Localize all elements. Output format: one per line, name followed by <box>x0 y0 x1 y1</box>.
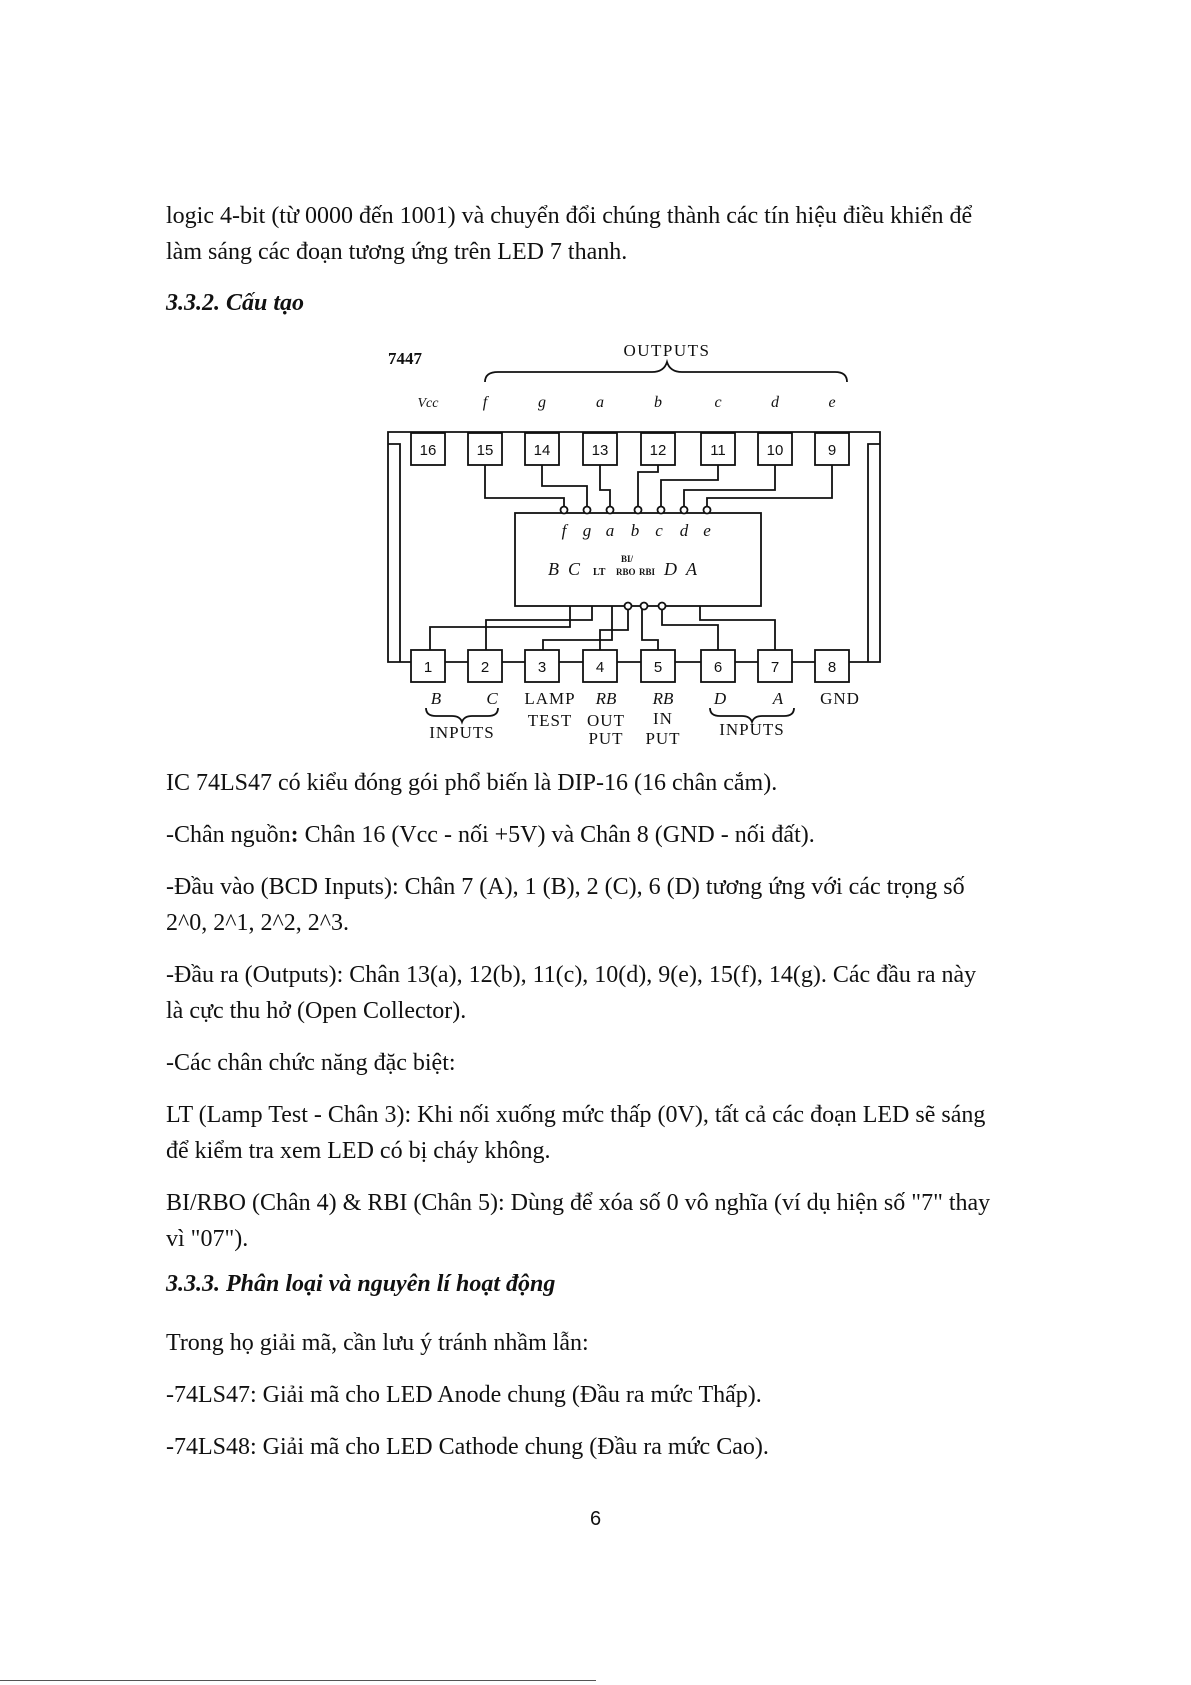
top-pin-number-12: 12 <box>649 442 667 459</box>
bottom-label-rb-out-rb: RB <box>595 689 617 708</box>
section-heading-3-3-3: 3.3.3. Phân loại và nguyên lí hoạt động <box>166 1271 556 1297</box>
bottom-label-c: C <box>486 689 498 708</box>
outputs-line-2: là cực thu hở (Open Collector). <box>166 998 467 1024</box>
decoder-input-d: D <box>664 559 677 579</box>
top-pin-label-e: e <box>828 394 836 411</box>
outputs-line-1: -Đầu ra (Outputs): Chân 13(a), 12(b), 11(c), 10(d), 9(e), 15(f), 14(g). Các đầu ra này <box>166 962 977 988</box>
bottom-pin-number-7: 7 <box>770 659 780 676</box>
bottom-label-rb-in-put: PUT <box>645 729 681 744</box>
decoder-output-d: d <box>679 521 689 540</box>
family-paragraph: Trong họ giải mã, cần lưu ý tránh nhầm lẫn: <box>166 1330 589 1356</box>
inputs-line-1: -Đầu vào (BCD Inputs): Chân 7 (A), 1 (B), 2 (C), 6 (D) tương ứng với các trọng số <box>166 874 965 900</box>
top-pin-row <box>411 433 849 465</box>
top-pin-label-g: g <box>538 394 546 411</box>
top-pin-number-9: 9 <box>827 442 837 459</box>
top-pin-number-10: 10 <box>766 442 784 459</box>
blanking-paragraph <box>166 1185 1106 1257</box>
power-paragraph <box>166 817 1106 853</box>
bottom-label-inputs-left: INPUTS <box>429 723 495 742</box>
decoder-rbi-label: RBI <box>639 567 656 577</box>
bottom-label-gnd: GND <box>820 689 860 708</box>
bottom-label-rb-out-out: OUT <box>587 711 625 730</box>
inputs-paragraph <box>166 869 1106 941</box>
top-label-row <box>418 394 836 411</box>
decoder-output-g: g <box>582 521 592 540</box>
decoder-rbo-label: RBO <box>616 567 636 577</box>
intro-line-1: logic 4-bit (từ 0000 đến 1001) và chuyển đổi chúng thành các tín hiệu điều khiển để <box>166 203 973 229</box>
ls48-paragraph: -74LS48: Giải mã cho LED Cathode chung (Đầu ra mức Cao). <box>166 1434 769 1460</box>
decoder-input-c: C <box>568 559 581 579</box>
outputs-paragraph <box>166 957 1106 1029</box>
decoder-bi-label: BI/ <box>621 554 634 564</box>
bottom-label-a: A <box>772 689 784 708</box>
special-pins-paragraph: -Các chân chức năng đặc biệt: <box>166 1050 456 1076</box>
package-paragraph: IC 74LS47 có kiểu đóng gói phổ biến là DIP-16 (16 chân cắm). <box>166 770 778 796</box>
footer-divider <box>0 1680 596 1681</box>
lt-line-2: để kiểm tra xem LED có bị cháy không. <box>166 1138 551 1164</box>
bottom-label-d: D <box>713 689 727 708</box>
top-pin-number-13: 13 <box>591 442 609 459</box>
ic-7447-diagram <box>380 340 896 744</box>
decoder-lt-label: LT <box>593 567 606 578</box>
bottom-pin-number-6: 6 <box>713 659 723 676</box>
decoder-output-a: a <box>605 521 615 540</box>
top-pin-label-f: f <box>482 394 488 411</box>
bottom-pin-number-5: 5 <box>653 659 663 676</box>
ic-7447-pinout-figure <box>380 340 896 744</box>
chip-name-label: 7447 <box>388 349 422 368</box>
page-number: 6 <box>589 1508 602 1530</box>
bottom-pin-number-2: 2 <box>480 659 490 676</box>
bottom-label-rb-in-rb: RB <box>652 689 674 708</box>
bi-line-2: vì "07"). <box>166 1226 249 1252</box>
top-pin-number-16: 16 <box>419 442 437 459</box>
decoder-output-e: e <box>703 521 711 540</box>
decoder-output-f: f <box>561 521 567 540</box>
bottom-label-rb-in-in: IN <box>653 709 673 728</box>
bottom-pin-number-4: 4 <box>595 659 605 676</box>
top-pin-label-d: d <box>771 394 779 411</box>
decoder-output-b: b <box>630 521 640 540</box>
power-colon: : <box>290 822 299 848</box>
top-pin-number-11: 11 <box>710 442 726 459</box>
intro-line-2: làm sáng các đoạn tương ứng trên LED 7 thanh. <box>166 239 628 265</box>
power-prefix: -Chân nguồn <box>166 822 291 848</box>
lamp-test-paragraph <box>166 1097 1106 1169</box>
power-rest: Chân 16 (Vcc - nối +5V) và Chân 8 (GND - nối đất). <box>298 822 815 848</box>
top-pin-number-15: 15 <box>476 442 494 459</box>
ls47-paragraph: -74LS47: Giải mã cho LED Anode chung (Đầu ra mức Thấp). <box>166 1382 762 1408</box>
lt-line-1: LT (Lamp Test - Chân 3): Khi nối xuống mức thấp (0V), tất cả các đoạn LED sẽ sáng <box>166 1102 986 1128</box>
decoder-output-labels <box>562 521 712 540</box>
bottom-pin-number-3: 3 <box>537 659 547 676</box>
bi-line-1: BI/RBO (Chân 4) & RBI (Chân 5): Dùng để xóa số 0 vô nghĩa (ví dụ hiện số "7" thay <box>166 1190 991 1216</box>
decoder-input-a: A <box>686 559 697 579</box>
bottom-pin-number-1: 1 <box>423 659 433 676</box>
top-pin-label-a: a <box>596 394 604 411</box>
decoder-input-b: B <box>548 559 559 579</box>
bottom-pin-number-8: 8 <box>827 659 837 676</box>
bottom-label-rb-out-put: PUT <box>588 729 624 744</box>
bottom-pin-row <box>411 650 849 682</box>
top-pin-label-b: b <box>654 394 662 411</box>
outputs-label: OUTPUTS <box>623 341 711 360</box>
bottom-label-lamp: LAMP <box>524 689 576 708</box>
intro-paragraph <box>166 198 1106 270</box>
section-heading-3-3-2: 3.3.2. Cấu tạo <box>166 290 305 316</box>
bottom-label-inputs-right: INPUTS <box>719 720 785 739</box>
bottom-label-test: TEST <box>527 711 573 730</box>
decoder-output-c: c <box>655 521 663 540</box>
top-pin-label-c: c <box>714 394 722 411</box>
inputs-line-2: 2^0, 2^1, 2^2, 2^3. <box>166 910 350 936</box>
bottom-label-b: B <box>430 689 442 708</box>
top-pin-number-14: 14 <box>533 442 551 459</box>
top-pin-label-vcc: Vcc <box>417 396 439 411</box>
